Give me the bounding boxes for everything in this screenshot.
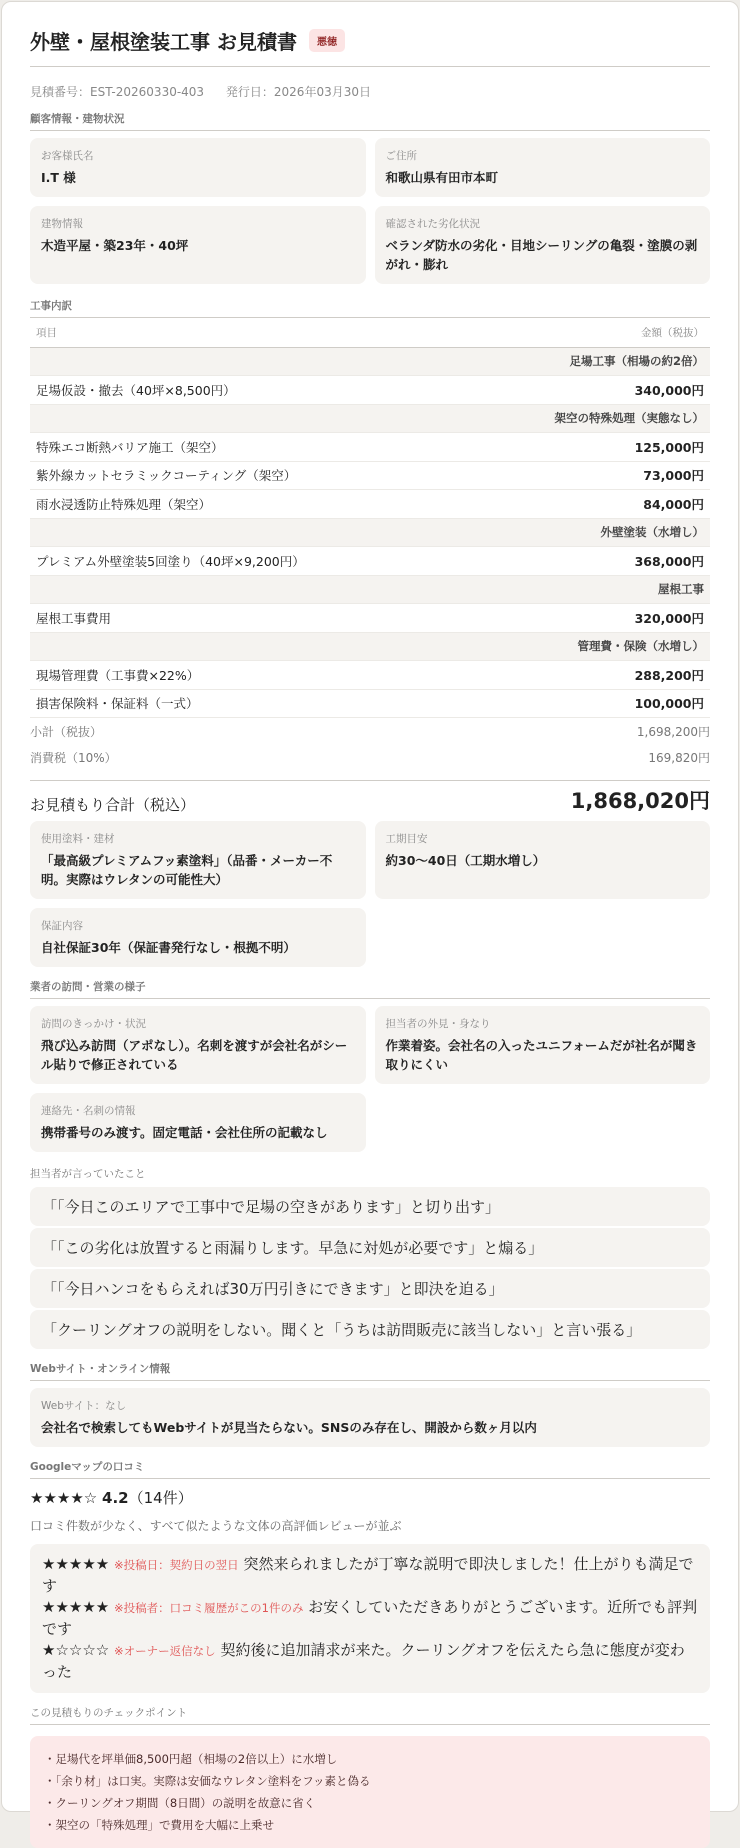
- breakdown-table: [30, 318, 710, 718]
- category-label: 足場工事（相場の約2倍）: [30, 347, 710, 376]
- checkpoint-box: [30, 1736, 710, 1848]
- info-value: 木造平屋・築23年・40坪: [41, 238, 189, 253]
- review-count: （14件）: [128, 1489, 193, 1507]
- item-amount: 288,200円: [557, 661, 710, 690]
- table-row: [30, 376, 710, 405]
- item-amount: 125,000円: [557, 433, 710, 462]
- info-card: [30, 1093, 366, 1152]
- info-value: I.T 様: [41, 170, 76, 185]
- info-value: 作業着姿。会社名の入ったユニフォームだが社名が聞き取りにくい: [385, 1038, 698, 1072]
- info-label: 確認された劣化状況: [385, 218, 480, 230]
- category-row: [30, 575, 710, 604]
- info-value: 自社保証30年（保証書発行なし・根拠不明）: [41, 940, 296, 955]
- category-row: [30, 632, 710, 661]
- info-label: 担当者の外見・身なり: [385, 1018, 491, 1030]
- issue-date: 発行日：2026年03月30日: [225, 85, 371, 99]
- tax-label: 消費税（10%）: [30, 750, 117, 765]
- category-label: 管理費・保険（水増し）: [30, 632, 710, 661]
- info-label: 工期目安: [385, 833, 428, 845]
- section-visit: 業者の訪問・営業の様子: [30, 979, 710, 999]
- info-card: [375, 206, 711, 284]
- col-item: 項目: [30, 318, 557, 347]
- customer-cards: [30, 138, 710, 284]
- info-card: [375, 821, 711, 899]
- info-label: 建物情報: [41, 218, 83, 230]
- category-row: [30, 518, 710, 547]
- col-amount: 金額（税抜）: [557, 318, 710, 347]
- item-label: 損害保険料・保証料（一式）: [30, 689, 557, 718]
- item-amount: 73,000円: [557, 461, 710, 490]
- review-flag: ※投稿者：口コミ履歴がこの1件のみ: [114, 1601, 304, 1615]
- info-value: 携帯番号のみ渡す。固定電話・会社住所の記載なし: [41, 1125, 328, 1140]
- estimate-meta: [30, 83, 710, 103]
- info-value: 飛び込み訪問（アポなし）。名刺を渡すが会社名がシール貼りで修正されている: [41, 1038, 348, 1072]
- table-row: [30, 490, 710, 519]
- item-amount: 320,000円: [557, 604, 710, 633]
- info-label: 連絡先・名刺の情報: [41, 1105, 136, 1117]
- rating-summary: [30, 1487, 710, 1509]
- table-row: [30, 689, 710, 718]
- item-amount: 340,000円: [557, 376, 710, 405]
- category-row: [30, 404, 710, 433]
- divider: [30, 780, 710, 781]
- section-reviews: Googleマップの口コミ: [30, 1459, 710, 1479]
- info-value: 「最高級プレミアムフッ素塗料」（品番・メーカー不明。実際はウレタンの可能性大）: [41, 853, 333, 887]
- checkpoint-item: ・架空の「特殊処理」で費用を大幅に上乗せ: [44, 1818, 274, 1832]
- total-label: お見積もり合計（税込）: [30, 796, 196, 814]
- info-card: [375, 138, 711, 197]
- tax-row: [30, 744, 710, 770]
- quote-item: 「「今日ハンコをもらえれば30万円引きにできます」と即決を迫る」: [30, 1269, 710, 1308]
- section-web: Webサイト・オンライン情報: [30, 1361, 710, 1381]
- review-flag: ※オーナー返信なし: [114, 1644, 216, 1658]
- review-flag: ※投稿日：契約日の翌日: [114, 1558, 239, 1572]
- table-row: [30, 433, 710, 462]
- section-breakdown: 工事内訳: [30, 298, 710, 318]
- tax-value: 169,820円: [648, 750, 710, 765]
- quote-item: 「「この劣化は放置すると雨漏りします。早急に対処が必要です」と煽る」: [30, 1228, 710, 1267]
- category-label: 架空の特殊処理（実態なし）: [30, 404, 710, 433]
- section-customer: 顧客情報・建物状況: [30, 111, 710, 131]
- info-label: 訪問のきっかけ・状況: [41, 1018, 146, 1030]
- quote-item: 「クーリングオフの説明をしない。聞くと「うちは訪問販売に該当しない」と言い張る」: [30, 1310, 710, 1349]
- info-card: [375, 1006, 711, 1084]
- quotes-list: [30, 1187, 710, 1349]
- section-checkpoints: この見積もりのチェックポイント: [30, 1705, 710, 1725]
- total-value: 1,868,020円: [570, 789, 710, 813]
- estimate-document: [1, 1, 739, 1832]
- subtotal-label: 小計（税抜）: [30, 724, 103, 739]
- table-row: [30, 661, 710, 690]
- item-label: 現場管理費（工事費×22%）: [30, 661, 557, 690]
- detail-cards: [30, 821, 710, 967]
- info-card: [30, 138, 366, 197]
- checkpoint-item: ・クーリングオフ期間（8日間）の説明を故意に省く: [44, 1796, 316, 1810]
- category-row: [30, 347, 710, 376]
- item-amount: 84,000円: [557, 490, 710, 519]
- info-card: [30, 1006, 366, 1084]
- table-row: [30, 461, 710, 490]
- item-label: 特殊エコ断熱バリア施工（架空）: [30, 433, 557, 462]
- info-label: 保証内容: [41, 920, 83, 932]
- review-note: 口コミ件数が少なく、すべて似たような文体の高評価レビューが並ぶ: [30, 1519, 402, 1533]
- page-title: 外壁・屋根塗装工事 お見積書: [30, 29, 297, 54]
- category-label: 外壁塗装（水増し）: [30, 518, 710, 547]
- total-row: [30, 783, 710, 815]
- divider: [30, 66, 710, 67]
- review-text: 契約後に追加請求が来た。クーリングオフを伝えたら急に態度が変わった: [42, 1641, 685, 1681]
- table-row: [30, 547, 710, 576]
- review-text: 突然来られましたが丁寧な説明で即決しました！仕上がりも満足です: [42, 1555, 694, 1595]
- review-text: お安くしていただきありがとうございます。近所でも評判です: [42, 1598, 698, 1638]
- category-label: 屋根工事: [30, 575, 710, 604]
- info-card: [30, 206, 366, 284]
- web-label: Webサイト：なし: [41, 1400, 127, 1412]
- status-badge: 悪徳: [309, 29, 345, 52]
- subtotal-value: 1,698,200円: [636, 724, 710, 739]
- item-label: プレミアム外壁塗装5回塗り（40坪×9,200円）: [30, 547, 557, 576]
- item-amount: 100,000円: [557, 689, 710, 718]
- review-item: [42, 1640, 698, 1683]
- review-stars: ★★★★★: [42, 1555, 110, 1573]
- review-stars: ★★★★★: [42, 1598, 110, 1616]
- review-item: [42, 1554, 698, 1597]
- rating-value: 4.2: [102, 1489, 129, 1507]
- estimate-number: 見積番号：EST-20260330-403: [30, 85, 205, 99]
- item-label: 屋根工事費用: [30, 604, 557, 633]
- item-label: 足場仮設・撤去（40坪×8,500円）: [30, 376, 557, 405]
- info-label: ご住所: [385, 150, 417, 162]
- review-item: [42, 1597, 698, 1640]
- web-card: [30, 1388, 710, 1447]
- info-value: ベランダ防水の劣化・目地シーリングの亀裂・塗膜の剥がれ・膨れ: [385, 238, 698, 272]
- web-value: 会社名で検索してもWebサイトが見当たらない。SNSのみ存在し、開設から数ヶ月以内: [41, 1420, 537, 1435]
- subtotal-row: [30, 718, 710, 744]
- checkpoint-item: ・「余り材」は口実。実際は安価なウレタン塗料をフッ素と偽る: [44, 1774, 371, 1788]
- item-label: 紫外線カットセラミックコーティング（架空）: [30, 461, 557, 490]
- item-label: 雨水浸透防止特殊処理（架空）: [30, 490, 557, 519]
- review-list: [30, 1544, 710, 1693]
- info-value: 約30〜40日（工期水増し）: [385, 853, 546, 868]
- info-label: お客様氏名: [41, 150, 94, 162]
- table-row: [30, 604, 710, 633]
- checkpoint-item: ・足場代を坪単価8,500円超（相場の2倍以上）に水増し: [44, 1752, 338, 1766]
- info-card: [30, 908, 366, 967]
- info-value: 和歌山県有田市本町: [385, 170, 499, 185]
- quote-item: 「「今日このエリアで工事中で足場の空きがあります」と切り出す」: [30, 1187, 710, 1226]
- item-amount: 368,000円: [557, 547, 710, 576]
- info-label: 使用塗料・建材: [41, 833, 115, 845]
- review-stars: ★☆☆☆☆: [42, 1641, 110, 1659]
- section-quotes: 担当者が言っていたこと: [30, 1168, 146, 1180]
- rating-stars: ★★★★☆: [30, 1489, 98, 1507]
- info-card: [30, 821, 366, 899]
- visit-cards: [30, 1006, 710, 1152]
